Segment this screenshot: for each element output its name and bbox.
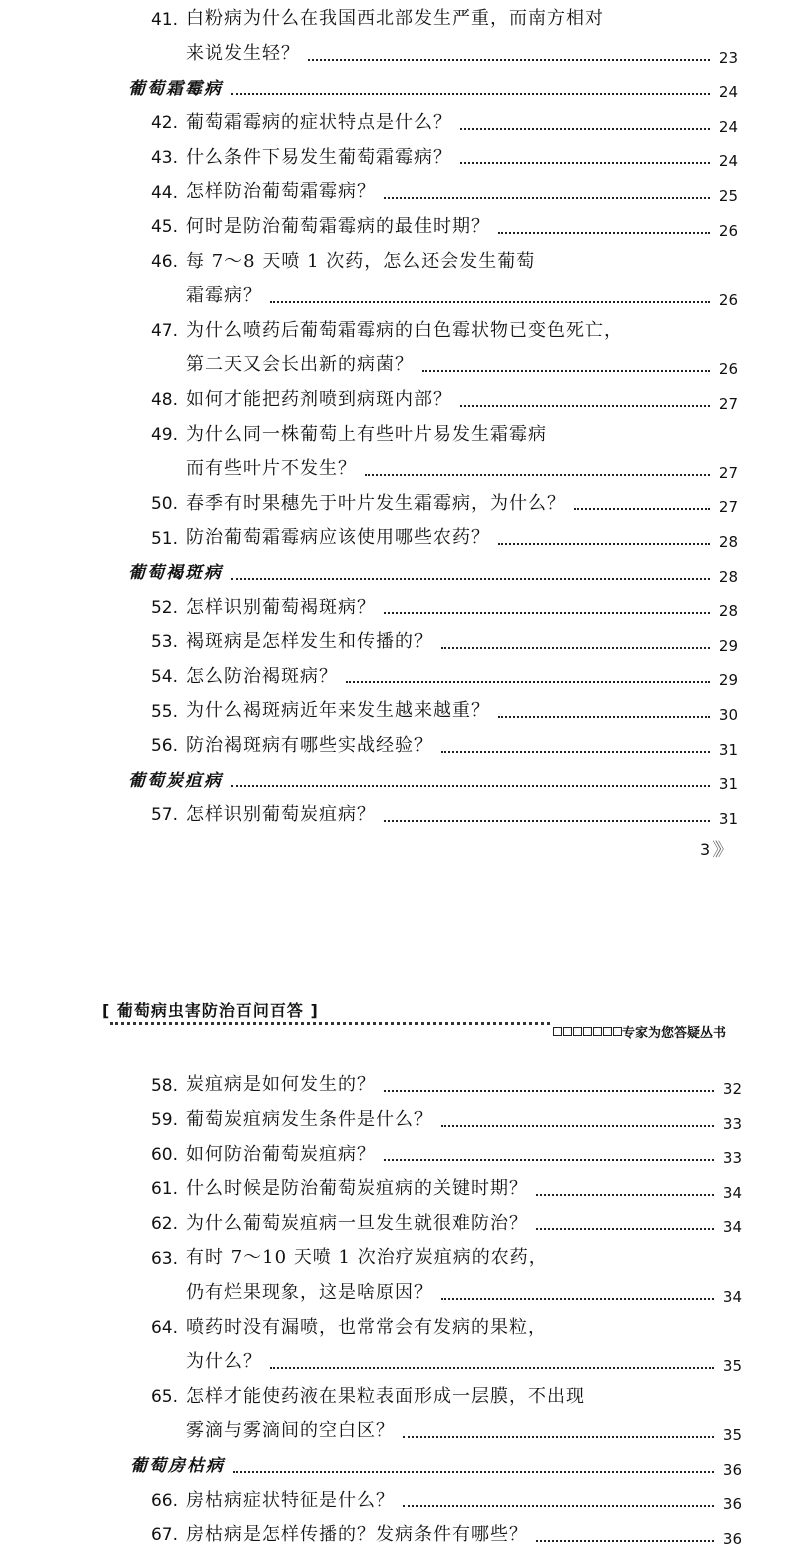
toc-entry: [0, 1170, 800, 1204]
toc-entry-number: 43.: [150, 148, 178, 168]
toc-entry: [0, 346, 800, 380]
toc-entry-title: 房枯病是怎样传播的？发病条件有哪些？: [186, 1524, 528, 1546]
toc-entry: [0, 138, 800, 172]
toc-entry: [0, 104, 800, 138]
toc-entry-title: 葡萄炭疽病发生条件是什么？: [186, 1109, 433, 1130]
toc-entry-number: 48.: [150, 390, 178, 411]
toc-page-ref: 24: [718, 152, 738, 171]
toc-entry-number: 60.: [150, 1144, 178, 1165]
dot-leader: [441, 741, 710, 753]
page-number: [700, 836, 727, 862]
page-arrows-icon: 》》: [712, 840, 728, 861]
section-title: 葡萄霜霉病: [128, 78, 223, 99]
toc-entry-number: 64.: [150, 1317, 178, 1338]
toc-page-ref: 26: [718, 221, 738, 240]
toc-entry: [0, 692, 800, 726]
toc-page-ref: 26: [718, 360, 738, 378]
toc-page-ref: 28: [718, 533, 738, 551]
section-title: 葡萄褐斑病: [128, 563, 223, 584]
toc-page-ref: 28: [718, 567, 738, 586]
toc-page-ref: 29: [718, 636, 738, 655]
toc-entry-title: 来说发生轻？: [186, 43, 300, 64]
toc-entry-number: 45.: [150, 217, 178, 238]
toc-entry: [0, 1377, 800, 1411]
toc-entry-title: 褐斑病是怎样发生和传播的？: [186, 631, 433, 653]
toc-entry-title: 怎样防治葡萄霜霉病？: [186, 181, 376, 203]
toc-page-ref: 27: [718, 463, 738, 482]
toc-entry-title: 怎样才能使药液在果粒表面形成一层膜，不出现: [186, 1385, 585, 1407]
dot-leader: [384, 602, 710, 614]
toc-entry: [0, 1101, 800, 1135]
toc-entry: [0, 1274, 800, 1308]
toc-entry-title: 防治褐斑病有哪些实战经验？: [186, 735, 433, 756]
section-title: 葡萄炭疽病: [128, 770, 223, 791]
dot-leader: [498, 706, 710, 718]
toc-section-heading: [0, 69, 800, 103]
dot-leader: [422, 360, 710, 372]
toc-entry-number: 44.: [150, 182, 178, 203]
toc-entry: [0, 1135, 800, 1169]
toc-entry: [0, 1066, 800, 1100]
toc-entry-title: 防治葡萄霜霉病应该使用哪些农药？: [186, 527, 490, 549]
toc-entry-title: 第二天又会长出新的病菌？: [186, 354, 414, 376]
toc-page-ref: 36: [722, 1529, 742, 1548]
toc-entry-title: 喷药时没有漏喷，也常常会有发病的果粒，: [186, 1316, 547, 1338]
dot-leader: [574, 498, 710, 510]
toc-section-heading: [0, 761, 800, 795]
toc-page-ref: 23: [718, 48, 738, 67]
dot-leader: [536, 1218, 714, 1230]
dot-leader: [460, 152, 710, 164]
toc-entry: [0, 277, 800, 311]
toc-entry-title: 葡萄霜霉病的症状特点是什么？: [186, 112, 452, 134]
toc-entry: [0, 796, 800, 830]
dot-leader: [498, 533, 710, 545]
toc-entry-title: 每 7～8 天喷 1 次药，怎么还会发生葡萄: [186, 250, 536, 272]
toc-page-ref: 34: [722, 1287, 742, 1306]
toc-entry-title: 春季有时果穗先于叶片发生霜霉病，为什么？: [186, 492, 566, 514]
toc-section-heading: [0, 554, 800, 588]
toc-page-ref: 32: [722, 1080, 742, 1098]
toc-entry-number: 53.: [150, 632, 178, 653]
dot-leader: [270, 291, 710, 303]
toc-page-ref: 27: [718, 394, 738, 413]
toc-entry: [0, 623, 800, 657]
toc-entry-number: 65.: [150, 1387, 178, 1407]
dot-leader: [384, 1149, 714, 1161]
dot-leader: [233, 1461, 714, 1473]
dot-leader: [441, 1115, 714, 1127]
toc-entry-number: 57.: [150, 805, 178, 826]
toc-entry: [0, 588, 800, 622]
toc-page-4: [0, 900, 800, 1546]
toc-page-ref: 34: [722, 1183, 742, 1202]
dot-leader: [441, 1288, 714, 1300]
toc-entry-title: 为什么褐斑病近年来发生越来越重？: [186, 700, 490, 722]
toc-entry-number: 41.: [150, 9, 178, 30]
toc-entry: [0, 484, 800, 518]
dot-leader: [231, 775, 710, 787]
dot-leader: [270, 1357, 714, 1369]
toc-page-ref: 26: [718, 290, 738, 309]
book-header-title: [ 葡萄病虫害防治百问百答 ]: [102, 1001, 319, 1020]
toc-entry-title: 有时 7～10 天喷 1 次治疗炭疽病的农药，: [186, 1247, 548, 1269]
dot-leader: [460, 395, 710, 407]
toc-entry: [0, 311, 800, 345]
dot-leader: [460, 118, 710, 130]
toc-page-ref: 35: [722, 1356, 742, 1375]
toc-entry-title: 为什么葡萄炭疽病一旦发生就很难防治？: [186, 1212, 528, 1234]
toc-entry-title: 而有些叶片不发生？: [186, 458, 357, 480]
toc-section-heading: [0, 1447, 800, 1481]
toc-page-ref: 34: [722, 1218, 742, 1237]
toc-page-ref: 29: [718, 671, 738, 690]
toc-page-ref: 35: [722, 1426, 742, 1444]
dot-leader: [403, 1495, 714, 1507]
dot-leader: [384, 187, 710, 199]
toc-entry-number: 63.: [150, 1248, 178, 1269]
toc-page-ref: 33: [722, 1149, 742, 1168]
toc-entry: [0, 1343, 800, 1377]
toc-page-ref: 33: [722, 1114, 742, 1133]
toc-entry: [0, 519, 800, 553]
toc-page-ref: 36: [722, 1460, 742, 1479]
toc-entry-number: 42.: [150, 113, 178, 134]
toc-entry-number: 55.: [150, 701, 178, 722]
dot-leader: [384, 810, 710, 822]
toc-entry: [0, 1481, 800, 1515]
toc-entry: [0, 415, 800, 449]
toc-entry-title: 白粉病为什么在我国西北部发生严重，而南方相对: [186, 8, 604, 30]
toc-entry: [0, 208, 800, 242]
toc-entry-number: 51.: [150, 528, 178, 549]
toc-page-ref: 24: [718, 117, 738, 136]
dot-leader: [536, 1184, 714, 1196]
toc-entry: [0, 1308, 800, 1342]
toc-entry-number: 59.: [150, 1110, 178, 1131]
toc-entry-title: 怎么防治褐斑病？: [186, 665, 338, 687]
header-dotted-rule: [110, 1022, 550, 1025]
toc-entry: [0, 450, 800, 484]
toc-entry-title: 炭疽病是如何发生的？: [186, 1074, 376, 1096]
toc-entry-title: 什么时候是防治葡萄炭疽病的关键时期？: [186, 1178, 528, 1200]
toc-entry-title: 房枯病症状特征是什么？: [186, 1489, 395, 1511]
toc-entry-title: 怎样识别葡萄褐斑病？: [186, 596, 376, 618]
toc-page-ref: 30: [718, 706, 738, 724]
toc-entry: [0, 1239, 800, 1273]
toc-entry: [0, 0, 800, 34]
toc-entry-number: 61.: [150, 1179, 178, 1200]
dot-leader: [384, 1080, 714, 1092]
dot-leader: [231, 568, 710, 580]
dot-leader: [308, 49, 710, 61]
toc-page-ref: 31: [718, 809, 738, 828]
toc-entry: [0, 1516, 800, 1550]
toc-entry: [0, 35, 800, 69]
toc-entry-number: 50.: [150, 494, 178, 514]
page-number-value: 3: [700, 839, 711, 859]
toc-page-ref: 36: [722, 1495, 742, 1514]
toc-entry-title: 霜霉病？: [186, 285, 262, 307]
toc-entry-title: 如何才能把药剂喷到病斑内部？: [186, 389, 452, 410]
toc-page-ref: 28: [718, 602, 738, 621]
toc-entry: [0, 1204, 800, 1238]
toc-entry-number: 62.: [150, 1214, 178, 1234]
dot-leader: [346, 671, 710, 683]
toc-entry: [0, 1412, 800, 1446]
toc-entry-number: 49.: [150, 424, 178, 445]
toc-entry-title: 雾滴与雾滴间的空白区？: [186, 1420, 395, 1442]
toc-entry-number: 56.: [150, 736, 178, 757]
toc-entry: [0, 381, 800, 415]
header-squares-decoration: [553, 1027, 622, 1036]
toc-entry-title: 为什么？: [186, 1351, 262, 1373]
toc-entry-title: 仍有烂果现象，这是啥原因？: [186, 1282, 433, 1303]
toc-entry-number: 52.: [150, 597, 178, 618]
toc-entry-title: 何时是防治葡萄霜霉病的最佳时期？: [186, 216, 490, 237]
toc-page-ref: 31: [718, 775, 738, 794]
toc-page-ref: 27: [718, 498, 738, 517]
toc-entry-number: 66.: [150, 1490, 178, 1511]
section-title: 葡萄房枯病: [130, 1456, 225, 1477]
dot-leader: [536, 1530, 714, 1542]
toc-page-ref: 25: [718, 187, 738, 205]
toc-page-ref: 24: [718, 83, 738, 102]
toc-entry-number: 47.: [150, 321, 178, 341]
toc-entry-title: 什么条件下易发生葡萄霜霉病？: [186, 146, 452, 168]
toc-entry-number: 54.: [150, 667, 178, 687]
dot-leader: [231, 83, 710, 95]
dot-leader: [498, 222, 710, 234]
dot-leader: [403, 1426, 714, 1438]
dot-leader: [365, 464, 710, 476]
toc-entry-title: 为什么同一株葡萄上有些叶片易发生霜霉病: [186, 423, 547, 445]
toc-entry-number: 58.: [150, 1075, 178, 1096]
toc-entry-title: 如何防治葡萄炭疽病？: [186, 1143, 376, 1165]
series-name: 专家为您答疑丛书: [622, 1026, 727, 1041]
toc-entry-number: 46.: [150, 251, 178, 272]
toc-entry: [0, 657, 800, 691]
toc-entry: [0, 173, 800, 207]
toc-entry-number: 67.: [150, 1525, 178, 1546]
toc-entry: [0, 242, 800, 276]
toc-entry-title: 为什么喷药后葡萄霜霉病的白色霉状物已变色死亡，: [186, 319, 623, 341]
toc-entry: [0, 727, 800, 761]
toc-entry-title: 怎样识别葡萄炭疽病？: [186, 804, 376, 826]
toc-page-ref: 31: [718, 740, 738, 759]
dot-leader: [441, 637, 710, 649]
